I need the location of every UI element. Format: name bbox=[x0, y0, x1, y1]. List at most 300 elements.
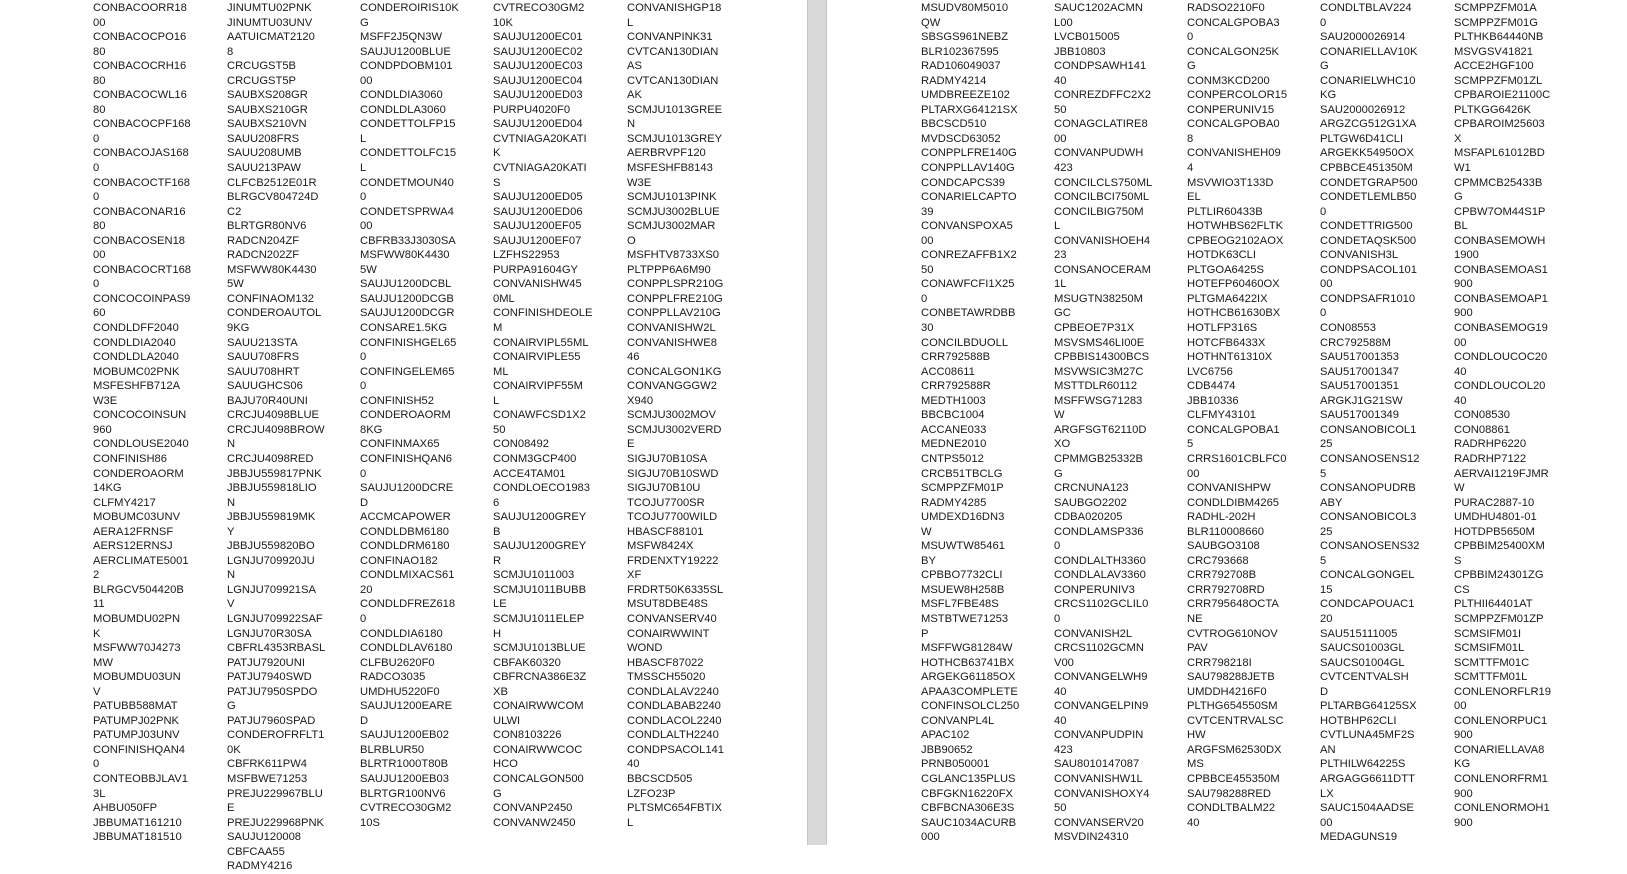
code-entry: MSUGTN38250M bbox=[1054, 292, 1143, 305]
code-entry: G bbox=[227, 700, 236, 713]
code-entry: LX bbox=[1320, 787, 1334, 800]
code-entry: CONDLOUCOL20 bbox=[1454, 380, 1546, 393]
code-entry: 0 bbox=[360, 380, 367, 393]
code-column bbox=[493, 1, 592, 830]
code-entry: L00 bbox=[1054, 16, 1073, 29]
code-entry: MVDSCD63052 bbox=[921, 132, 1001, 145]
code-entry: ARGKJ1G21SW bbox=[1320, 394, 1403, 407]
code-entry: SAUJU1200DCBL bbox=[360, 278, 452, 291]
code-entry: JBBJU559820BO bbox=[227, 540, 315, 553]
code-entry: MSUT8DBE48S bbox=[627, 598, 708, 611]
code-entry: CONDLOUCOC20 bbox=[1454, 351, 1548, 364]
code-entry: CONDEROFRFLT1 bbox=[227, 729, 325, 742]
code-entry: 11 bbox=[93, 598, 105, 611]
code-entry: CONDLDFF2040 bbox=[93, 322, 179, 335]
code-entry: S bbox=[1454, 554, 1462, 567]
code-entry: 80 bbox=[93, 103, 106, 116]
code-entry: CRRS1601CBLFC0 bbox=[1187, 452, 1287, 465]
code-entry: 5 bbox=[1187, 438, 1194, 451]
code-entry: CONDETMOUN40 bbox=[360, 176, 454, 189]
code-entry: CRCJU4098RED bbox=[227, 452, 314, 465]
code-entry: 46 bbox=[627, 351, 640, 364]
code-entry: 00 bbox=[360, 74, 373, 87]
code-entry: CONPPLLAV140G bbox=[921, 162, 1015, 175]
code-entry: CPBBO7732CLI bbox=[921, 569, 1003, 582]
code-entry: 9KG bbox=[227, 322, 250, 335]
code-entry: 14KG bbox=[93, 482, 122, 495]
code-entry: SCMJU3002MAR bbox=[627, 220, 716, 233]
code-entry: ACCE2HGF100 bbox=[1454, 60, 1534, 73]
code-entry: 0 bbox=[93, 132, 100, 145]
code-entry: MOBUMC02PNK bbox=[93, 365, 180, 378]
code-entry: CONARIELLAVA8 bbox=[1454, 743, 1545, 756]
code-entry: CONDLACOL2240 bbox=[627, 714, 722, 727]
code-entry: CONFINISHQAN6 bbox=[360, 452, 452, 465]
code-entry: 0 bbox=[1054, 612, 1061, 625]
code-entry: D bbox=[1320, 685, 1329, 698]
code-entry: PLTSMC654FBTIX bbox=[627, 802, 722, 815]
code-entry: MSFBWE71253 bbox=[227, 772, 308, 785]
code-entry: RADCN202ZF bbox=[227, 249, 300, 262]
code-entry: E bbox=[227, 802, 235, 815]
code-entry: CONDLDRM6180 bbox=[360, 540, 450, 553]
code-entry: SAUBXS210GR bbox=[227, 103, 308, 116]
code-entry: 30 bbox=[921, 322, 934, 335]
code-entry: SAUU213STA bbox=[227, 336, 298, 349]
code-entry: PLTGOA6425S bbox=[1187, 263, 1264, 276]
code-entry: CONCALGPOBA0 bbox=[1187, 118, 1280, 131]
code-entry: L bbox=[627, 16, 634, 29]
code-entry: CONVANISHEH09 bbox=[1187, 147, 1281, 160]
code-entry: MSFWW70J4273 bbox=[93, 642, 181, 655]
code-entry: 00 bbox=[1454, 336, 1467, 349]
code-entry: ARGZCG512G1XA bbox=[1320, 118, 1417, 131]
code-entry: CONDLDIA3060 bbox=[360, 89, 443, 102]
code-entry: PURPU4020F0 bbox=[493, 103, 571, 116]
code-entry: LVCB015005 bbox=[1054, 31, 1120, 44]
code-entry: 0K bbox=[227, 743, 241, 756]
code-entry: CONFINGELEM65 bbox=[360, 365, 455, 378]
code-entry: AERS12ERNSJ bbox=[93, 540, 173, 553]
code-entry: 23 bbox=[1054, 249, 1067, 262]
code-entry: CONSANOBICOL1 bbox=[1320, 423, 1417, 436]
code-entry: CONSANOPUDRB bbox=[1320, 482, 1416, 495]
code-entry: MOBUMC03UNV bbox=[93, 511, 181, 524]
code-entry: 50 bbox=[921, 263, 934, 276]
code-entry: CONDEROAUTOL bbox=[227, 307, 322, 320]
code-entry: R bbox=[493, 554, 502, 567]
code-entry: SAUUGHCS06 bbox=[227, 380, 303, 393]
code-entry: BAJU70R40UNI bbox=[227, 394, 308, 407]
code-entry: SAUBXS210VN bbox=[227, 118, 307, 131]
code-entry: ACCANE033 bbox=[921, 423, 987, 436]
code-entry: CONBACOCRH16 bbox=[93, 60, 187, 73]
code-entry: SBSGS961NEBZ bbox=[921, 31, 1009, 44]
code-entry: CRCJU4098BLUE bbox=[227, 409, 320, 422]
code-entry: CONVANSERV20 bbox=[1054, 816, 1144, 829]
code-entry: SAUC1504AADSE bbox=[1320, 802, 1414, 815]
code-entry: CON08553 bbox=[1320, 322, 1376, 335]
code-entry: PLTHILW64225S bbox=[1320, 758, 1406, 771]
code-entry: CONFINMAX65 bbox=[360, 438, 440, 451]
code-entry: CONREZAFFB1X2 bbox=[921, 249, 1017, 262]
page-right bbox=[827, 0, 1627, 845]
code-entry: BBCBC1004 bbox=[921, 409, 985, 422]
code-entry: CONDLDIBM4265 bbox=[1187, 496, 1280, 509]
code-entry: 10K bbox=[493, 16, 513, 29]
code-entry: SAU2000026912 bbox=[1320, 103, 1406, 116]
code-entry: SCMPPZFM01ZP bbox=[1454, 612, 1544, 625]
code-entry: PLTGW6D41CLI bbox=[1320, 132, 1404, 145]
code-entry: MEDNE2010 bbox=[921, 438, 987, 451]
code-entry: SAUC1202ACMN bbox=[1054, 2, 1143, 14]
code-entry: G bbox=[1320, 60, 1329, 73]
code-entry: TCOJU7700WILD bbox=[627, 511, 718, 524]
code-entry: CONARIELCAPTO bbox=[921, 191, 1017, 204]
code-entry: 50 bbox=[1054, 103, 1067, 116]
code-entry: CONDLTBLAV224 bbox=[1320, 2, 1412, 14]
code-entry: CONBASEMOWH bbox=[1454, 234, 1546, 247]
code-entry: CBFGKN16220FX bbox=[921, 787, 1014, 800]
code-entry: BL bbox=[1454, 220, 1468, 233]
code-entry: LZFO23P bbox=[627, 787, 676, 800]
code-entry: FRDENXTY19222 bbox=[627, 554, 719, 567]
code-entry: CONDLTBALM22 bbox=[1187, 802, 1276, 815]
code-entry: BLRBLUR50 bbox=[360, 743, 425, 756]
code-entry: D bbox=[360, 714, 369, 727]
code-entry: CONSANOSENS12 bbox=[1320, 452, 1420, 465]
code-entry: PAV bbox=[1187, 642, 1208, 655]
code-entry: ACC08611 bbox=[921, 365, 975, 378]
code-entry: BLRTR1000T80B bbox=[360, 758, 449, 771]
code-entry: XB bbox=[493, 685, 508, 698]
code-entry: CONBACOCTF168 bbox=[93, 176, 190, 189]
code-entry: H bbox=[493, 627, 502, 640]
code-entry: SAUJU1200BLUE bbox=[360, 45, 451, 58]
code-entry: E bbox=[627, 438, 635, 451]
code-entry: XO bbox=[1054, 438, 1071, 451]
code-entry: ARGFSM62530DX bbox=[1187, 743, 1282, 756]
code-entry: CPBW7OM44S1P bbox=[1454, 205, 1546, 218]
code-entry: PURAC2887-10 bbox=[1454, 496, 1535, 509]
code-entry: CONLENORPUC1 bbox=[1454, 714, 1548, 727]
code-entry: 8KG bbox=[360, 423, 383, 436]
code-entry: CRC793668 bbox=[1187, 554, 1249, 567]
code-entry: N bbox=[227, 496, 236, 509]
code-entry: 5W bbox=[227, 278, 244, 291]
code-entry: 900 bbox=[1454, 729, 1473, 742]
code-entry: G bbox=[493, 787, 502, 800]
code-entry: CONSANOBICOL3 bbox=[1320, 511, 1417, 524]
code-entry: JBBUMAT161210 bbox=[93, 816, 182, 829]
code-entry: SAUCS01004GL bbox=[1320, 656, 1405, 669]
code-entry: O bbox=[627, 234, 636, 247]
code-entry: X940 bbox=[627, 394, 654, 407]
code-entry: SCMPPZFM01P bbox=[921, 482, 1004, 495]
code-entry: L bbox=[493, 394, 500, 407]
code-entry: CONDLALAV3360 bbox=[1054, 569, 1146, 582]
code-entry: 0 bbox=[93, 278, 100, 291]
code-entry: CONBACOORR18 bbox=[93, 2, 187, 14]
code-entry: 960 bbox=[93, 423, 112, 436]
code-entry: MSUDV80M5010 bbox=[921, 2, 1009, 14]
code-entry: K bbox=[93, 627, 101, 640]
code-entry: JINUMTU03UNV bbox=[227, 16, 313, 29]
code-entry: CONSANOSENS32 bbox=[1320, 540, 1420, 553]
code-entry: SAU517001349 bbox=[1320, 409, 1400, 422]
code-entry: CONDETTOLFC15 bbox=[360, 147, 457, 160]
code-entry: 5 bbox=[1320, 467, 1327, 480]
code-entry: CONBACONAR16 bbox=[93, 205, 186, 218]
code-entry: SAU517001353 bbox=[1320, 351, 1400, 364]
code-entry: SAUU213PAW bbox=[227, 162, 301, 175]
code-entry: KG bbox=[1454, 758, 1471, 771]
code-entry: CONVANPINK31 bbox=[627, 31, 713, 44]
code-entry: LE bbox=[493, 598, 507, 611]
code-entry: W1 bbox=[1454, 162, 1471, 175]
code-entry: CON8103226 bbox=[493, 729, 562, 742]
code-entry: SAUBGO2202 bbox=[1054, 496, 1127, 509]
code-entry: 0 bbox=[360, 351, 367, 364]
code-entry: MOBUMDU02PN bbox=[93, 612, 181, 625]
code-entry: MSUWTW85461 bbox=[921, 540, 1005, 553]
code-entry: UMDHU4801-01 bbox=[1454, 511, 1537, 524]
code-entry: CONFINISHQAN4 bbox=[93, 743, 185, 756]
code-entry: 5W bbox=[360, 263, 377, 276]
code-entry: UMDBREEZE102 bbox=[921, 89, 1010, 102]
code-entry: SAUJU1200GREY bbox=[493, 511, 587, 524]
code-entry: MSTBTWE71253 bbox=[921, 612, 1009, 625]
code-entry: 15 bbox=[1320, 583, 1333, 596]
code-entry: PATUMPJ02PNK bbox=[93, 714, 179, 727]
code-entry: SAUJU1200EC04 bbox=[493, 74, 583, 87]
code-entry: CONDLDBM6180 bbox=[360, 525, 449, 538]
code-column bbox=[1187, 1, 1287, 830]
code-entry: SCMJU1011ELEP bbox=[493, 612, 585, 625]
code-entry: 8 bbox=[1187, 132, 1194, 145]
code-entry: UMDHU5220F0 bbox=[360, 685, 440, 698]
code-entry: CS bbox=[1454, 583, 1470, 596]
code-entry: JBB90652 bbox=[921, 743, 973, 756]
code-entry: CONDETTRIG500 bbox=[1320, 220, 1413, 233]
code-entry: CONCOCOINSUN bbox=[93, 409, 187, 422]
code-entry: 0 bbox=[93, 162, 100, 175]
code-entry: 5 bbox=[1320, 554, 1327, 567]
code-entry: CONM3GCP400 bbox=[493, 452, 577, 465]
code-entry: K bbox=[493, 147, 501, 160]
code-entry: CONVANPUDPIN bbox=[1054, 729, 1144, 742]
code-entry: PATUBB588MAT bbox=[93, 700, 178, 713]
code-entry: UMDEXD16DN3 bbox=[921, 511, 1005, 524]
code-entry: CONDLDIA6180 bbox=[360, 627, 443, 640]
code-entry: 00 bbox=[93, 249, 106, 262]
code-entry: SAUJU1200ED04 bbox=[493, 118, 583, 131]
code-entry: LZFHS22953 bbox=[493, 249, 560, 262]
code-entry: SCMJU3002MOV bbox=[627, 409, 716, 422]
code-entry: D bbox=[360, 496, 369, 509]
code-entry: CONDPSACOL101 bbox=[1320, 263, 1417, 276]
code-entry: CRCB51TBCLG bbox=[921, 467, 1003, 480]
code-entry: CVTCENTRVALSC bbox=[1187, 714, 1284, 727]
code-entry: CONBASEMOG19 bbox=[1454, 322, 1548, 335]
code-entry: CONDPSAWH141 bbox=[1054, 60, 1147, 73]
code-entry: KG bbox=[1320, 89, 1337, 102]
code-entry: SAUJU1200EB02 bbox=[360, 729, 449, 742]
code-entry: CONPERUNIV15 bbox=[1187, 103, 1275, 116]
code-entry: PLTHKB64440NB bbox=[1454, 31, 1544, 44]
code-entry: CONCILBCI750ML bbox=[1054, 191, 1150, 204]
code-entry: HOTBHP62CLI bbox=[1320, 714, 1397, 727]
code-entry: CONDLMIXACS61 bbox=[360, 569, 455, 582]
code-entry: 0 bbox=[1320, 205, 1327, 218]
code-entry: CONBASEMOAP1 bbox=[1454, 292, 1548, 305]
code-entry: SAUJU1200EARE bbox=[360, 700, 453, 713]
code-entry: CONSARE1.5KG bbox=[360, 322, 448, 335]
code-entry: SCMJU1013GREE bbox=[627, 103, 723, 116]
page-left bbox=[0, 0, 807, 873]
code-entry: CLFCB2512E01R bbox=[227, 176, 317, 189]
code-column bbox=[1054, 1, 1152, 845]
code-entry: CONDCAPOUAC1 bbox=[1320, 598, 1415, 611]
code-entry: RADCO3035 bbox=[360, 671, 426, 684]
code-entry: BBCSCD510 bbox=[921, 118, 987, 131]
code-column bbox=[1454, 1, 1551, 830]
code-entry: SAUU708HRT bbox=[227, 365, 300, 378]
code-entry: MSFHTV8733XS0 bbox=[627, 249, 720, 262]
code-entry: 60 bbox=[93, 307, 106, 320]
code-entry: ARGAGG6611DTT bbox=[1320, 772, 1415, 785]
code-entry: PATUMPJ03UNV bbox=[93, 729, 180, 742]
code-entry: CONBACOSEN18 bbox=[93, 234, 186, 247]
code-entry: SCMPPZFM01ZL bbox=[1454, 74, 1543, 87]
code-entry: CON08861 bbox=[1454, 423, 1510, 436]
code-entry: ACCMCAPOWER bbox=[360, 511, 451, 524]
code-entry: 0 bbox=[93, 191, 100, 204]
code-entry: CONDLAMSP336 bbox=[1054, 525, 1144, 538]
code-entry: CONCALGON500 bbox=[493, 772, 584, 785]
code-entry: CPBBIM25400XM bbox=[1454, 540, 1545, 553]
code-entry: CONFINISH52 bbox=[360, 394, 434, 407]
code-entry: SAU8010147087 bbox=[1054, 758, 1140, 771]
code-entry: SAUU208FRS bbox=[227, 132, 300, 145]
code-entry: CONCALGPOBA3 bbox=[1187, 16, 1280, 29]
code-entry: CONDLALTH2240 bbox=[627, 729, 719, 742]
code-entry: PLTLIR60433B bbox=[1187, 205, 1263, 218]
code-entry: CONCALGON1KG bbox=[627, 365, 722, 378]
code-entry: SAUU708FRS bbox=[227, 351, 300, 364]
code-entry: SAUU208UMB bbox=[227, 147, 302, 160]
code-entry: 00 bbox=[1320, 278, 1333, 291]
code-entry: AATUICMAT2120 bbox=[227, 31, 315, 44]
code-entry: HOTHCB61630BX bbox=[1187, 307, 1281, 320]
code-entry: 0 bbox=[1320, 16, 1327, 29]
code-entry: CONDPSAFR1010 bbox=[1320, 292, 1416, 305]
code-entry: 0 bbox=[360, 467, 367, 480]
code-entry: JBBJU559819MK bbox=[227, 511, 316, 524]
code-entry: SAU798288JETB bbox=[1187, 671, 1275, 684]
code-entry: G bbox=[360, 16, 369, 29]
code-entry: CLFBU2620F0 bbox=[360, 656, 435, 669]
code-entry: CONREZDFFC2X2 bbox=[1054, 89, 1151, 102]
code-entry: ACCE4TAM01 bbox=[493, 467, 566, 480]
code-entry: EL bbox=[1187, 191, 1201, 204]
code-entry: PRNB050001 bbox=[921, 758, 990, 771]
code-entry: BLRTGR80NV6 bbox=[227, 220, 307, 233]
code-entry: RADSO2210F0 bbox=[1187, 2, 1265, 14]
code-entry: SAUJU1200EF05 bbox=[493, 220, 582, 233]
code-entry: CVTNIAGA20KATI bbox=[493, 162, 587, 175]
code-entry: 40 bbox=[1054, 74, 1067, 87]
code-entry: CONFINISH86 bbox=[93, 452, 167, 465]
code-entry: SAUJU1200DCGB bbox=[360, 292, 454, 305]
code-entry: HOTCFB6433X bbox=[1187, 336, 1266, 349]
code-entry: 0ML bbox=[493, 292, 515, 305]
code-entry: SAUJU1200EC03 bbox=[493, 60, 583, 73]
code-entry: CRR792588B bbox=[921, 351, 991, 364]
code-entry: MSFW8424X bbox=[627, 540, 694, 553]
code-entry: UMDDH4216F0 bbox=[1187, 685, 1267, 698]
code-entry: L bbox=[1054, 220, 1061, 233]
code-entry: 000 bbox=[921, 831, 940, 844]
code-entry: 900 bbox=[1454, 307, 1473, 320]
code-entry: 40 bbox=[1054, 714, 1067, 727]
code-entry: SCMJU1011003 bbox=[493, 569, 575, 582]
code-entry: B bbox=[493, 525, 501, 538]
code-entry: 0 bbox=[93, 758, 100, 771]
code-entry: CONSANOCERAM bbox=[1054, 263, 1151, 276]
code-entry: SAUJU1200ED03 bbox=[493, 89, 583, 102]
code-entry: MSFFWSG71283 bbox=[1054, 394, 1143, 407]
code-entry: SCMSIFM01L bbox=[1454, 642, 1525, 655]
code-entry: FRDRT50K6335SL bbox=[627, 583, 724, 596]
code-entry: SCMJU3002BLUE bbox=[627, 205, 720, 218]
code-entry: 00 bbox=[360, 220, 373, 233]
code-entry: L bbox=[627, 816, 634, 829]
code-entry: MSUEW8H258B bbox=[921, 583, 1005, 596]
code-entry: CONPPLFRE140G bbox=[921, 147, 1017, 160]
code-entry: HOTHCB63741BX bbox=[921, 656, 1015, 669]
code-entry: CONPPLFRE210G bbox=[627, 292, 723, 305]
code-entry: CONCALGON25K bbox=[1187, 45, 1280, 58]
code-entry: CRCUGST5P bbox=[227, 74, 296, 87]
code-entry: ABY bbox=[1320, 496, 1343, 509]
code-entry: CONVANGELWH9 bbox=[1054, 671, 1148, 684]
code-entry: 80 bbox=[93, 220, 106, 233]
code-entry: LVC6756 bbox=[1187, 365, 1233, 378]
code-entry: MEDTH1003 bbox=[921, 394, 986, 407]
code-entry: LGNJU709920JU bbox=[227, 554, 315, 567]
code-entry: CONDLDLA2040 bbox=[93, 351, 179, 364]
code-entry: CONBACOCWL16 bbox=[93, 89, 187, 102]
code-entry: W bbox=[1054, 409, 1065, 422]
code-entry: CLFMY43101 bbox=[1187, 409, 1257, 422]
code-entry: CRCNUNA123 bbox=[1054, 482, 1129, 495]
code-entry: LGNJU70R30SA bbox=[227, 627, 312, 640]
code-entry: 00 bbox=[1187, 467, 1200, 480]
code-entry: PLTPPP6A6M90 bbox=[627, 263, 711, 276]
code-entry: CONDEROAORM bbox=[360, 409, 451, 422]
code-entry: SAUJU1200ED06 bbox=[493, 205, 583, 218]
code-entry: CONLENORFLR19 bbox=[1454, 685, 1551, 698]
code-entry: ARGEKK54950OX bbox=[1320, 147, 1414, 160]
code-entry: CLFMY4217 bbox=[93, 496, 156, 509]
code-entry: CONDPSACOL141 bbox=[627, 743, 724, 756]
code-entry: SAU798288RED bbox=[1187, 787, 1271, 800]
code-entry: CONDCAPCS39 bbox=[921, 176, 1005, 189]
code-entry: SAU517001347 bbox=[1320, 365, 1400, 378]
code-entry: 80 bbox=[93, 45, 106, 58]
code-entry: CBFBCNA306E3S bbox=[921, 802, 1015, 815]
